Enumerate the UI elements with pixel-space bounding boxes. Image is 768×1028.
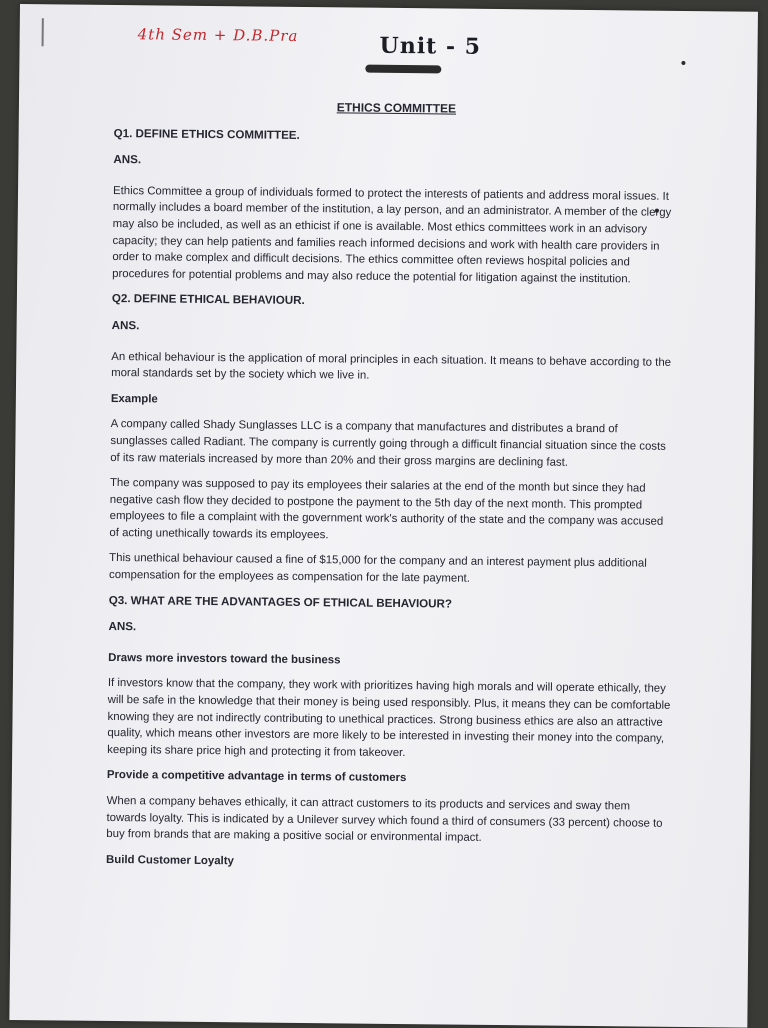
ink-scribble: [365, 65, 441, 74]
edge-mark: [42, 18, 44, 46]
paragraph: A company called Shady Sunglasses LLC is a company that manufactures and distributes a brand of sunglasses called Radiant. The company is currently going through a difficult financial situation since the costs of its raw materials increased by more than 20% and their gross margins are declining fast.: [110, 418, 666, 469]
paragraph: This unethical behaviour caused a fine of $15,000 for the company and an interest payment plus additional compensation for the employees as compensation for the late payment.: [108, 552, 647, 585]
handwritten-note-left: 4th Sem + D.B.Pra: [137, 25, 299, 45]
paragraph: Ethics Committee a group of individuals formed to protect the interests of patients and address moral issues. It normally includes a board member of the institution, a lay person, and an administrator. A member of the clergy may also be included, as well as an ethicist if one is available. Most ethics committees work in an advisory capacity; they can help patients and families reach informed decisions and work with health care providers in order to make complex and difficult decisions. The ethics committee often reviews hospital policies and procedures for potential problems and may also reduce the potential for litigation against the institution.: [112, 184, 672, 286]
question-heading: Q3. WHAT ARE THE ADVANTAGES OF ETHICAL BEHAVIOUR?: [108, 593, 453, 611]
paragraph: When a company behaves ethically, it can attract customers to its products and services and sway them towards loyalty. This is indicated by a Unilever survey which found a third of consumers (33 percent) choose to buy from brands that are making a positive social or environmental impact.: [106, 794, 663, 845]
subheading: Draws more investors toward the business: [108, 651, 341, 667]
ink-dot: [681, 61, 685, 65]
paragraph: The company was supposed to pay its employees their salaries at the end of the month but since they had negative cash flow they decided to postpone the payment to the 5th day of the next month. This prompted employees to file a complaint with the government work's authority of the state and the company was accused of acting unethically towards its employees.: [109, 477, 664, 542]
subheading: Build Customer Loyalty: [105, 853, 234, 868]
answer-label: ANS.: [108, 620, 137, 634]
document-body: [106, 97, 679, 883]
subheading: Example: [110, 392, 158, 406]
answer-label: ANS.: [113, 153, 142, 167]
paragraph: An ethical behaviour is the application of moral principles in each situation. It means to behave according to the moral standards set by the society which we live in.: [111, 350, 672, 382]
document-page: [9, 4, 758, 1028]
handwritten-note-right: Unit - 5: [379, 32, 482, 60]
subheading: Provide a competitive advantage in terms of customers: [106, 769, 407, 785]
answer-label: ANS.: [111, 318, 140, 333]
paragraph: If investors know that the company, they work with prioritizes having high morals and will operate ethically, they will be safe in the knowledge that their money is being used responsibly. Plus, it means they can be comfortable knowing they are not indirectly contributing to unethical practices. Strong business ethics are also an attractive quality, which means other investors are more likely to be interested in investing their money into the company, keeping its share price high and protecting it from takeover.: [107, 677, 671, 759]
page-title: ETHICS COMMITTEE: [336, 100, 457, 116]
question-heading: Q2. DEFINE ETHICAL BEHAVIOUR.: [111, 292, 305, 308]
question-heading: Q1. DEFINE ETHICS COMMITTEE.: [113, 126, 300, 142]
